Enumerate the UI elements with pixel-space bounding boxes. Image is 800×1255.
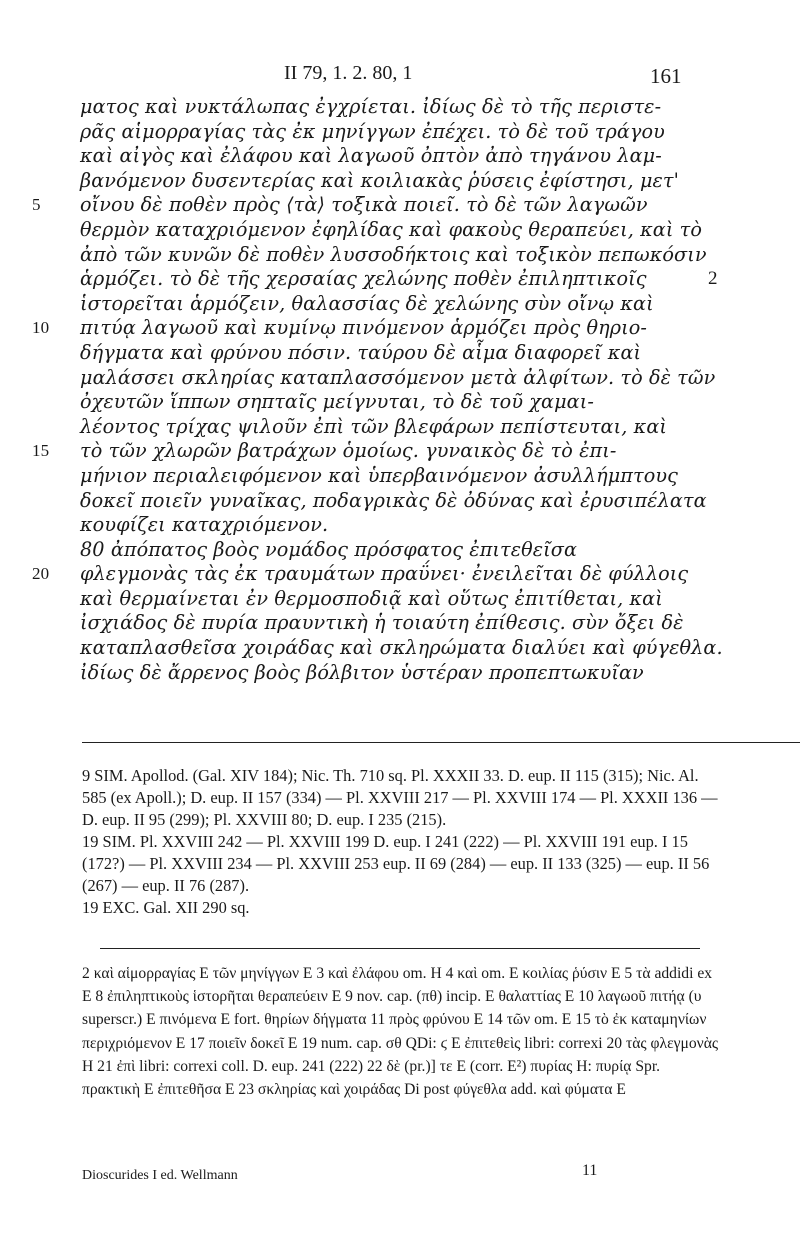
line-text: ἀπὸ τῶν κυνῶν δὲ ποθὲν λυσσοδήκτοις καὶ τοξικὸν πεπωκόσιν — [80, 242, 707, 266]
text-line — [60, 217, 703, 243]
line-number: 15 — [32, 441, 50, 461]
line-text: ὀχευτῶν ἵππων σηπταῖς μείγνυται, τὸ δὲ τοῦ χαμαι- — [80, 390, 594, 414]
page-footer — [82, 1162, 722, 1188]
text-line — [32, 562, 700, 587]
text-line — [60, 611, 700, 636]
line-text: 80 ἀπόπατος βοὸς νομάδος πρόσφατος ἐπιτεθεῖσα — [80, 537, 578, 561]
line-text: θερμὸν καταχριόμενον ἐφηλίδας καὶ φακοὺς θεραπεύει, καὶ τὸ — [80, 217, 703, 241]
page-number: 161 — [650, 64, 682, 88]
apparatus-divider — [82, 742, 800, 743]
main-text — [32, 95, 723, 685]
text-line — [60, 636, 723, 661]
footer-edition: Dioscurides I ed. Wellmann — [82, 1168, 238, 1183]
line-text: ἰσχιάδος δὲ πυρία πραυντικὴ ἡ τοιαύτη ἐπίθεσις. σὺν ὄξει δὲ — [80, 611, 684, 635]
line-number: 10 — [32, 318, 50, 338]
text-line — [60, 169, 700, 194]
line-text: μήνιον περιαλειφόμενον καὶ ὑπερβαινόμενον ἀσυλλήμπτους — [80, 463, 678, 487]
line-text: ἁρμόζει. τὸ δὲ τῆς χερσαίας χελώνης ποθὲν ἐπιληπτικοῖς — [80, 267, 647, 291]
line-text: λέοντος τρίχας ψιλοῦν ἐπὶ τῶν βλεφάρων πεπίστευται, καὶ — [80, 414, 667, 438]
chapter-reference: II 79, 1. 2. 80, 1 — [284, 62, 413, 84]
line-text: ματος καὶ νυκτάλωπας ἐγχρίεται. ἰδίως δὲ τὸ τῆς περιστε- — [80, 95, 662, 118]
apparatus-entry: 19 SIM. Pl. XXVIII 242 — Pl. XXVIII 199 D. eup. I 241 (222) — Pl. XXVIII 191 eup. I 15 (172?) — Pl. XXVIII 234 — Pl. XXVIII 253 eup. II 69 (284) — eup. II 133 (325) — eup. II 56 (267) — eup. II 76 (287). — [82, 832, 710, 895]
line-number: 5 — [32, 195, 41, 215]
text-line — [60, 267, 718, 292]
text-line — [32, 193, 700, 218]
text-line — [60, 464, 700, 489]
text-line — [60, 242, 707, 268]
line-text: καὶ αἰγὸς καὶ ἐλάφου καὶ λαγωοῦ ὀπτὸν ἀπὸ τηγάνου λαμ- — [80, 144, 662, 168]
text-line — [60, 661, 700, 686]
line-text: τὸ τῶν χλωρῶν βατράχων ὁμοίως. γυναικὸς δὲ τὸ ἐπι- — [80, 439, 617, 463]
text-line — [60, 365, 716, 391]
line-text: ἰδίως δὲ ἄρρενος βοὸς βόλβιτον ὑστέραν προπεπτωκυῖαν — [80, 660, 644, 684]
line-text: κουφίζει καταχριόμενον. — [80, 513, 329, 537]
line-text: οἴνου δὲ ποθὲν πρὸς ⟨τὰ⟩ τοξικὰ ποιεῖ. τὸ δὲ τῶν λαγωῶν — [80, 193, 648, 217]
line-text: καταπλασθεῖσα χοιράδας καὶ σκληρώματα διαλύει καὶ φύγεθλα. — [80, 636, 723, 660]
margin-note: 2 — [708, 268, 718, 290]
text-line — [60, 415, 700, 440]
line-text: φλεγμονὰς τὰς ἐκ τραυμάτων πραΰνει· ἐνειλεῖται δὲ φύλλοις — [80, 562, 689, 586]
text-line — [60, 538, 700, 563]
line-text: βανόμενον δυσεντερίας καὶ κοιλιακὰς ῥύσεις ἐφίστησι, μετ' — [80, 168, 679, 192]
text-line — [32, 439, 700, 464]
text-line — [60, 341, 700, 366]
text-line — [60, 144, 700, 169]
running-head — [0, 62, 800, 92]
line-text: ρᾶς αἱμορραγίας τὰς ἐκ μηνίγγων ἐπέχει. τὸ δὲ τοῦ τράγου — [80, 119, 665, 143]
text-line — [60, 292, 700, 317]
line-text: ἱστορεῖται ἁρμόζειν, θαλασσίας δὲ χελώνης σὺν οἴνῳ καὶ — [80, 291, 654, 315]
footer-signature: 11 — [582, 1162, 598, 1179]
critical-notes-divider — [100, 948, 700, 949]
line-text: καὶ θερμαίνεται ἐν θερμοσποδιᾷ καὶ οὕτως ἐπιτίθεται, καὶ — [80, 586, 663, 610]
critical-apparatus: 2 καὶ αἱμορραγίας E τῶν μηνίγγων E 3 καὶ ἐλάφου om. H 4 καὶ om. E κοιλίας ῥύσιν E 5 τὰ addidi ex E 8 ἐπιληπτικοὺς ἱστορῆται θεραπεύειν E 9 nov. cap. (πθ) incip. E θαλαττίας E 10 λαγωοῦ πιτήᾳ (υ superscr.) E πινόμενα E fort. θηρίων δήγματα 11 πρὸς φρύνου E 14 τῶν om. E 15 τὸ ἐκ καταμηνίων περιχριόμενον E 17 ποιεῖν δοκεῖ E 19 num. cap. σθ QDi: ϛ E ἐπιτεθεὶς libri: correxi 20 τὰς φλεγμονὰς H 21 ἐπὶ libri: correxi coll. D. eup. 241 (222) 22 δὲ (pr.)] τε E (corr. E²) πυρίας H: πυρίᾳ Spr. πρακτικὴ E ἐπιτεθῆσα E 23 σκληρίας καὶ χοιράδας Di post φύγεθλα add. καὶ φύματα E — [82, 965, 719, 1099]
text-line — [60, 587, 700, 612]
line-text: δήγματα καὶ φρύνου πόσιν. ταύρου δὲ αἷμα διαφορεῖ καὶ — [80, 340, 642, 364]
apparatus-entry: 19 EXC. Gal. XII 290 sq. — [82, 898, 250, 917]
line-text: πιτύᾳ λαγωοῦ καὶ κυμίνῳ πινόμενον ἁρμόζει πρὸς θηριο- — [80, 316, 647, 340]
testimonia-apparatus — [82, 765, 722, 919]
text-line — [60, 95, 700, 120]
text-line — [60, 488, 707, 514]
apparatus-entry: 9 SIM. Apollod. (Gal. XIV 184); Nic. Th. 710 sq. Pl. XXXII 33. D. eup. II 115 (315); Nic. Al. 585 (ex Apoll.); D. eup. II 157 (334) — Pl. XXVIII 217 — Pl. XXVIII 174 — Pl. XXXII 136 — D. eup. II 95 (299); Pl. XXVIII 80; D. eup. I 235 (215). — [82, 766, 718, 829]
text-line — [60, 390, 700, 415]
text-line — [60, 120, 700, 145]
line-text: δοκεῖ ποιεῖν γυναῖκας, ποδαγρικὰς δὲ ὀδύνας καὶ ἐρυσιπέλατα — [80, 488, 707, 512]
line-number: 20 — [32, 564, 50, 584]
text-line — [32, 316, 700, 341]
line-text: μαλάσσει σκληρίας καταπλασσόμενον μετὰ ἀλφίτων. τὸ δὲ τῶν — [80, 365, 716, 389]
text-line — [60, 513, 700, 538]
